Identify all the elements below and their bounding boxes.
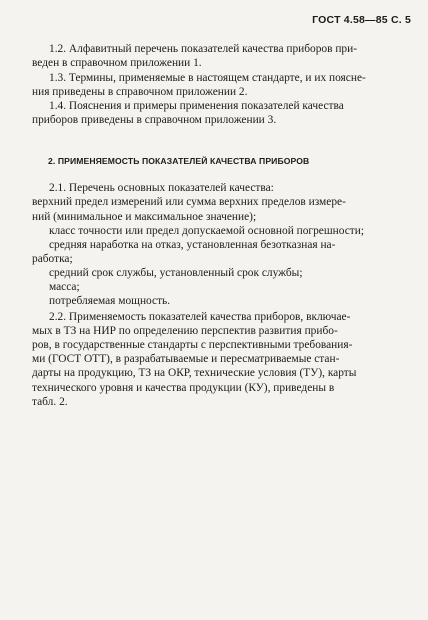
section-title: 2. ПРИМЕНЯЕМОСТЬ ПОКАЗАТЕЛЕЙ КАЧЕСТВА ПРИБОРОВ: [48, 156, 310, 166]
section-2-line: мых в ТЗ на НИР по определению перспектив развития прибо-: [32, 325, 338, 337]
paragraph-1-3-line-1: 1.3. Термины, применяемые в настоящем стандарте, и их поясне-: [49, 72, 366, 84]
section-2-line: 2.1. Перечень основных показателей качества:: [49, 182, 274, 194]
section-2-line: масса;: [49, 281, 80, 293]
section-2-line: работка;: [32, 253, 73, 265]
paragraph-1-4-line-2: приборов приведены в справочном приложении 3.: [32, 114, 277, 126]
section-2-line: 2.2. Применяемость показателей качества приборов, включае-: [49, 311, 351, 323]
section-2-line: технического уровня и качества продукции (КУ), приведены в: [32, 382, 335, 394]
section-2-line: ний (минимальное и максимальное значение);: [32, 211, 257, 223]
section-2-line: средняя наработка на отказ, установленная безотказная на-: [49, 239, 336, 251]
section-2-line: класс точности или предел допускаемой основной погрешности;: [49, 225, 364, 237]
paragraph-1-2-line-2: веден в справочном приложении 1.: [32, 57, 202, 69]
section-2-line: ми (ГОСТ ОТТ), в разрабатываемые и пересматриваемые стан-: [32, 353, 340, 365]
paragraph-1-4-line-1: 1.4. Пояснения и примеры применения показателей качества: [49, 100, 344, 112]
section-2-line: табл. 2.: [32, 396, 68, 408]
page-header: ГОСТ 4.58—85 С. 5: [312, 14, 411, 26]
paragraph-1-2-line-1: 1.2. Алфавитный перечень показателей качества приборов при-: [49, 43, 358, 55]
paragraph-1-3-line-2: ния приведены в справочном приложении 2.: [32, 86, 248, 98]
section-2-line: верхний предел измерений или сумма верхних пределов измере-: [32, 196, 346, 208]
section-2-line: потребляемая мощность.: [49, 295, 171, 307]
section-2-line: средний срок службы, установленный срок службы;: [49, 267, 303, 279]
section-2-line: ров, в государственные стандарты с перспективными требования-: [32, 339, 353, 351]
section-2-line: дарты на продукцию, ТЗ на ОКР, технические условия (ТУ), карты: [32, 367, 357, 379]
